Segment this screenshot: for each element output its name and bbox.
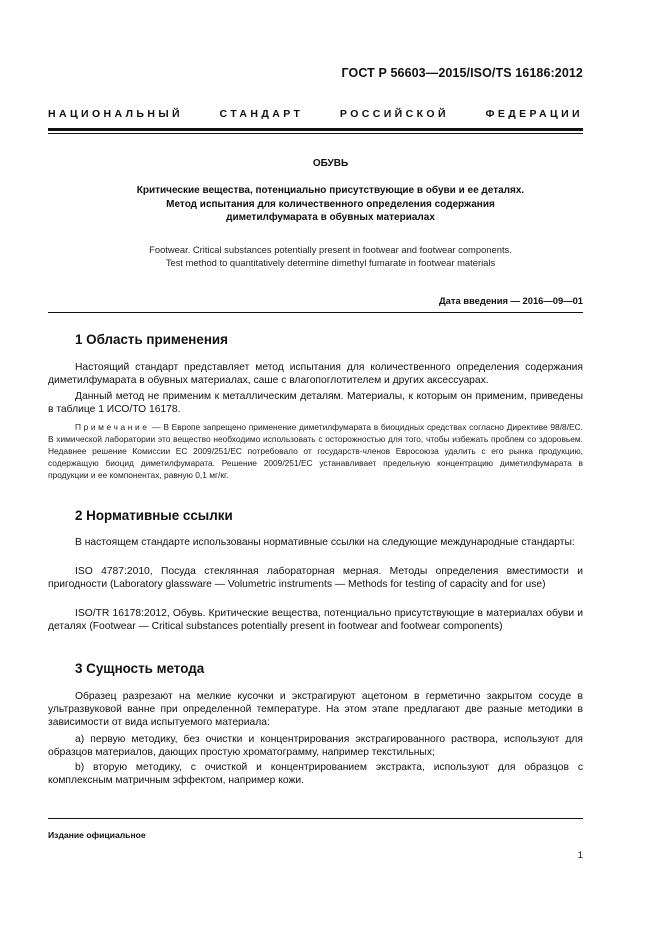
section-3-paragraph	[48, 690, 583, 729]
subtitle-en-line: Footwear. Critical substances potentially present in footwear and footwear components.	[149, 244, 512, 255]
standard-code: ГОСТ Р 56603—2015/ISO/TS 16186:2012	[341, 66, 583, 80]
subtitle-russian	[80, 184, 581, 225]
note-label: Примечание	[75, 422, 150, 432]
reference-text: ISO 4787:2010, Посуда стеклянная лабораторная мерная. Методы определения вместимости и пригодности (Laboratory glassware — Volumetric instruments — Methods for testing of capacity and for use)	[48, 566, 583, 590]
section-1-paragraph	[48, 390, 583, 416]
section-2-paragraph	[48, 536, 583, 549]
page-number: 1	[577, 850, 583, 861]
section-2-reference	[48, 565, 583, 591]
note-text: — В Европе запрещено применение диметилфумарата в биоцидных средствах согласно Директиве 98/8/ЕС. В химической лаборатории это вещество необходимо использовать с осторожностью для того, чтобы избежать проблем со здоровьем. Недавнее решение Комиссии ЕС 2009/251/ЕС потребовало от государств-членов Евросоюза удалить с его рынка продукцию, содержащую биоцид диметилфумарата. Решение 2009/251/ЕС устанавливает предельную концентрацию диметилфумарата в продукции и ее компонентах, равную 0,1 мг/кг.	[48, 422, 583, 480]
section-2-heading: 2 Нормативные ссылки	[75, 508, 233, 523]
paragraph-text: Данный метод не применим к металлическим деталям. Материалы, к которым он применим, приведены в таблице 1 ИСО/ТО 16178.	[48, 391, 583, 415]
section-2-reference	[48, 607, 583, 633]
section-1-heading: 1 Область применения	[75, 332, 228, 347]
subtitle-ru-line: Метод испытания для количественного определения содержания	[166, 198, 495, 210]
section-1-paragraph	[48, 361, 583, 387]
paragraph-text: Образец разрезают на мелкие кусочки и экстрагируют ацетоном в герметично закрытом сосуде в ультразвуковой ванне при определенной температуре. На этом этапе предлагают две разные методики в зависимости от вида испытуемого материала:	[48, 691, 583, 728]
edition-label: Издание официальное	[48, 830, 146, 840]
subtitle-ru-line: Критические вещества, потенциально присутствующие в обуви и ее деталях.	[136, 185, 525, 196]
subtitle-en-line: Test method to quantitatively determine dimethyl fumarate in footwear materials	[165, 257, 496, 268]
section-3-list-item	[48, 733, 583, 759]
reference-text: ISO/TR 16178:2012, Обувь. Критические вещества, потенциально присутствующие в материалах обуви и деталях (Footwear — Critical substances potentially present in footwear and footwear components)	[48, 608, 583, 632]
date-rule	[48, 312, 583, 313]
paragraph-text: Настоящий стандарт представляет метод испытания для количественного определения содержания диметилфумарата в обувных материалах, саше с влагопоглотителем и других аксессуарах.	[48, 362, 583, 386]
document-title: ОБУВЬ	[312, 158, 349, 169]
section-3-list-item	[48, 761, 583, 787]
subtitle-english	[80, 243, 581, 269]
header-rule-thin	[48, 133, 583, 134]
header-rule-thick	[48, 128, 583, 131]
date-introduced: Дата введения — 2016—09—01	[438, 295, 583, 306]
list-item-text: a) первую методику, без очистки и концентрирования экстрагированного раствора, используют для образцов материалов, дающих простую хроматограмму, например текстильных;	[48, 734, 583, 758]
footer-rule	[48, 818, 583, 819]
subtitle-ru-line: диметилфумарата в обувных материалах	[226, 212, 435, 223]
paragraph-text: В настоящем стандарте использованы нормативные ссылки на следующие международные стандарты:	[75, 537, 575, 548]
section-3-heading: 3 Сущность метода	[75, 661, 205, 676]
list-item-text: b) вторую методику, с очисткой и концентрированием экстракта, используют для образцов с комплексным матричным эффектом, например кожи.	[48, 762, 583, 786]
section-1-note	[48, 421, 583, 481]
standard-title: НАЦИОНАЛЬНЫЙ СТАНДАРТ РОССИЙСКОЙ ФЕДЕРАЦИИ	[48, 108, 583, 120]
